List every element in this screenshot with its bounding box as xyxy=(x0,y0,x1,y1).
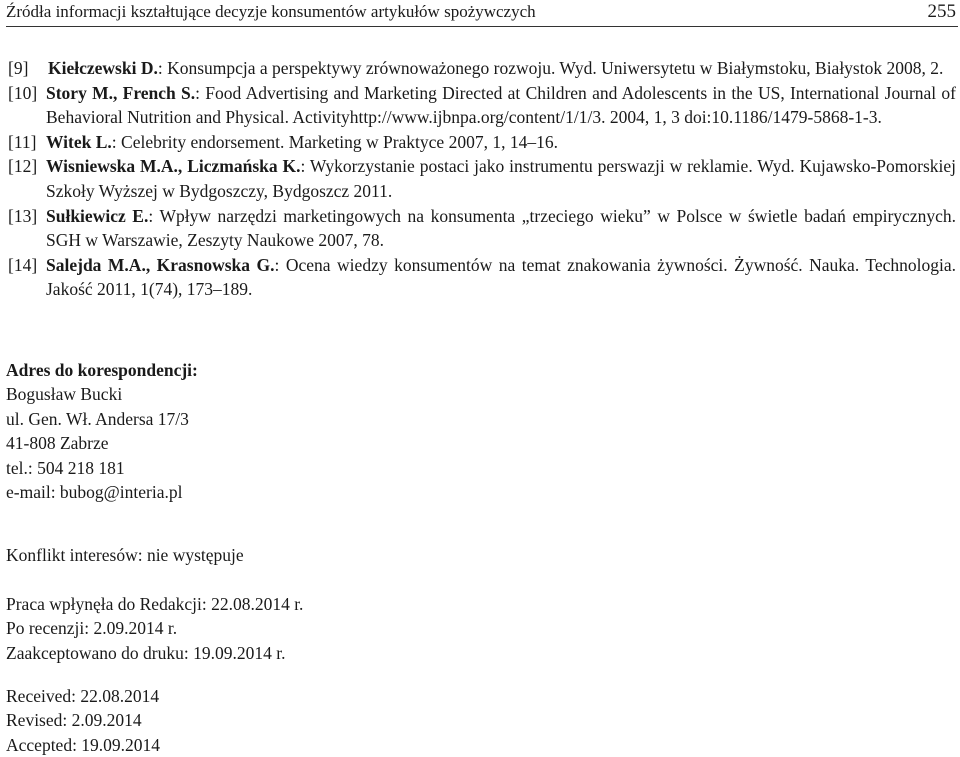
date-revised-en: Revised: 2.09.2014 xyxy=(6,710,142,731)
running-header xyxy=(6,0,958,27)
dates-english xyxy=(6,684,160,757)
reference-number: [13] xyxy=(8,205,38,226)
reference-authors: Story M., French S. xyxy=(46,82,196,103)
date-accepted-en: Accepted: 19.09.2014 xyxy=(6,734,161,755)
correspondence-block xyxy=(6,358,198,504)
reference-number: [11] xyxy=(8,131,37,152)
reference-text: : Food Advertising and Marketing Directed at Children and Adolescents in the US, International Journal of Behavioral Nutrition and Physical. Activityhttp://www.ijbnpa.org/content/1/1/3. 2004, 1, 3 doi:10.1186/1479-5868-1-3. xyxy=(46,82,957,128)
reference-authors: Sułkiewicz E. xyxy=(46,205,149,226)
reference-authors: Witek L. xyxy=(46,131,112,152)
correspondence-street: ul. Gen. Wł. Andersa 17/3 xyxy=(6,408,189,429)
date-received-en: Received: 22.08.2014 xyxy=(6,686,160,706)
correspondence-email: e-mail: bubog@interia.pl xyxy=(6,482,183,503)
reference-item-9 xyxy=(8,56,956,81)
reference-number: [14] xyxy=(8,254,38,275)
reference-number: [12] xyxy=(8,156,38,177)
dates-polish xyxy=(6,592,303,665)
reference-text: : Konsumpcja a perspektywy zrównoważonego rozwoju. Wyd. Uniwersytetu w Białymstoku, Białystok 2008, 2. xyxy=(157,58,944,78)
correspondence-phone: tel.: 504 218 181 xyxy=(6,457,125,478)
reference-number: [10] xyxy=(8,82,38,103)
date-received-pl: Praca wpłynęła do Redakcji: 22.08.2014 r. xyxy=(6,594,304,614)
running-title: Źródła informacji kształtujące decyzje konsumentów artykułów spożywczych xyxy=(6,2,536,21)
reference-text: : Celebrity endorsement. Marketing w Praktyce 2007, 1, 14–16. xyxy=(111,131,558,152)
reference-text: : Wykorzystanie postaci jako instrumentu perswazji w reklamie. Wyd. Kujawsko-Pomorskiej Szkoły Wyższej w Bydgoszczy, Bydgoszcz 2011. xyxy=(46,156,956,201)
date-reviewed-pl: Po recenzji: 2.09.2014 r. xyxy=(6,618,178,639)
reference-item-13 xyxy=(8,204,956,253)
correspondence-heading: Adres do korespondencji: xyxy=(6,360,198,380)
reference-item-14 xyxy=(8,253,956,302)
reference-authors: Wisniewska M.A., Liczmańska K. xyxy=(46,156,301,177)
correspondence-name: Bogusław Bucki xyxy=(6,384,123,405)
conflict-of-interest xyxy=(6,543,244,567)
conflict-statement: Konflikt interesów: nie występuje xyxy=(6,545,244,565)
page-number: 255 xyxy=(927,1,956,22)
reference-item-11 xyxy=(8,130,956,155)
reference-authors: Kiełczewski D. xyxy=(48,58,158,78)
reference-item-10 xyxy=(8,81,956,130)
reference-text: : Ocena wiedzy konsumentów na temat znakowania żywności. Żywność. Nauka. Technologia. Jakość 2011, 1(74), 173–189. xyxy=(46,254,956,300)
reference-item-12 xyxy=(8,154,956,203)
reference-list xyxy=(8,56,956,302)
reference-authors: Salejda M.A., Krasnowska G. xyxy=(46,254,275,275)
reference-text: : Wpływ narzędzi marketingowych na konsumenta „trzeciego wieku” w Polsce w świetle badań empirycznych. SGH w Warszawie, Zeszyty Naukowe 2007, 78. xyxy=(46,205,956,251)
date-accepted-pl: Zaakceptowano do druku: 19.09.2014 r. xyxy=(6,642,286,663)
correspondence-city: 41-808 Zabrze xyxy=(6,433,109,454)
reference-number: [9] xyxy=(8,58,29,78)
